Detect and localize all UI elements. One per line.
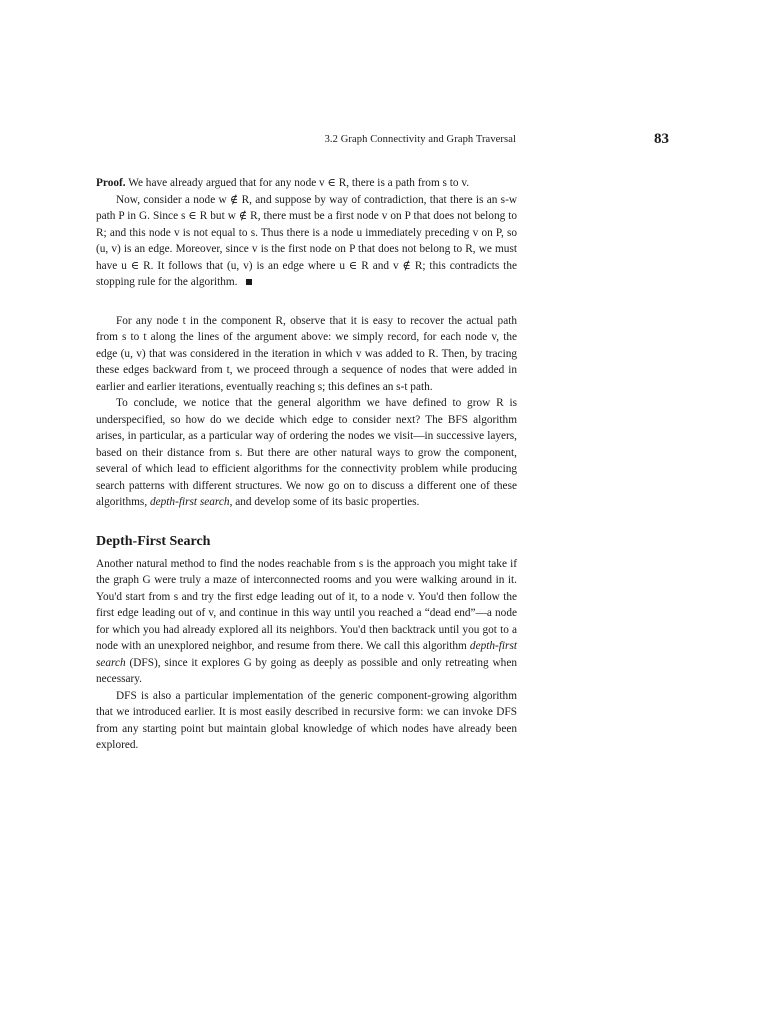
conclude-text-em: depth-first search [149,496,230,508]
section-text-pre: Another natural method to find the nodes reachable from s is the approach you might take if the graph G were truly a maze of interconnected rooms and you were walking around in it. You'd start from s and try the first edge leading out of it, to a node v. You'd then follow the first edge leading out of v, and continue in this way until you reached a “dead end”—a node for which you had already explored all its neighbors. You'd then backtrack until you got to a node with an unexplored neighbor, and resume from there. We call this algorithm [96,557,517,652]
section-heading: Depth-First Search [96,533,211,549]
section-paragraph-2: DFS is also a particular implementation of the generic component-growing algorithm that we introduced earlier. It is most easily described in recursive form: we can invoke DFS from any starting point but maintain global knowledge of which nodes have already been explored. [96,689,517,751]
page-number: 83 [654,131,669,147]
body-text [96,175,517,754]
running-head: 3.2 Graph Connectivity and Graph Traversal [324,134,516,145]
paragraph-recover-path: For any node t in the component R, observe that it is easy to recover the actual path from s to t along the lines of the argument above: we simply record, for each node v, the edge (u, v) that was considered in the iteration in which v was added to R. Then, by tracing these edges backward from t, we proceed through a sequence of nodes that were added in earlier and earlier iterations, eventually reaching s; this defines an s-t path. [96,314,517,393]
proof-paragraph-2 [96,192,517,291]
paragraph-conclude [96,395,517,511]
section-text-em: depth-first search [96,640,517,669]
proof-text-2: Now, consider a node w ∉ R, and suppose by way of contradiction, that there is an s-w path P in G. Since s ∈ R but w ∉ R, there must be a first node v on P that does not belong to R; and this node v is not equal to s. Thus there is a node u immediately preceding v on P, so (u, v) is an edge. Moreover, since v is the first node on P that does not belong to R, we must have u ∈ R. It follows that (u, v) is an edge where u ∈ R and v ∉ R; this contradicts the stopping rule for the algorithm. [96,193,517,288]
section-text-post: (DFS), since it explores G by going as deeply as possible and only retreating when necessary. [96,656,517,685]
section-paragraph-1 [96,556,517,688]
proof-label: Proof. [96,177,126,189]
proof-text-1: We have already argued that for any node v ∈ R, there is a path from s to v. [125,177,470,189]
conclude-text-post: , and develop some of its basic properties. [229,496,420,508]
conclude-text-pre: To conclude, we notice that the general algorithm we have defined to grow R is underspecified, so how do we decide which edge to consider next? The BFS algorithm arises, in particular, as a particular way of ordering the nodes we visit—in successive layers, based on their distance from s. But there are other natural ways to grow the component, several of which lead to efficient algorithms for the connectivity problem while producing search patterns with different structures. We now go on to discuss a different one of these algorithms, [96,397,517,508]
qed-square-icon [246,279,252,285]
proof-paragraph [96,175,517,192]
